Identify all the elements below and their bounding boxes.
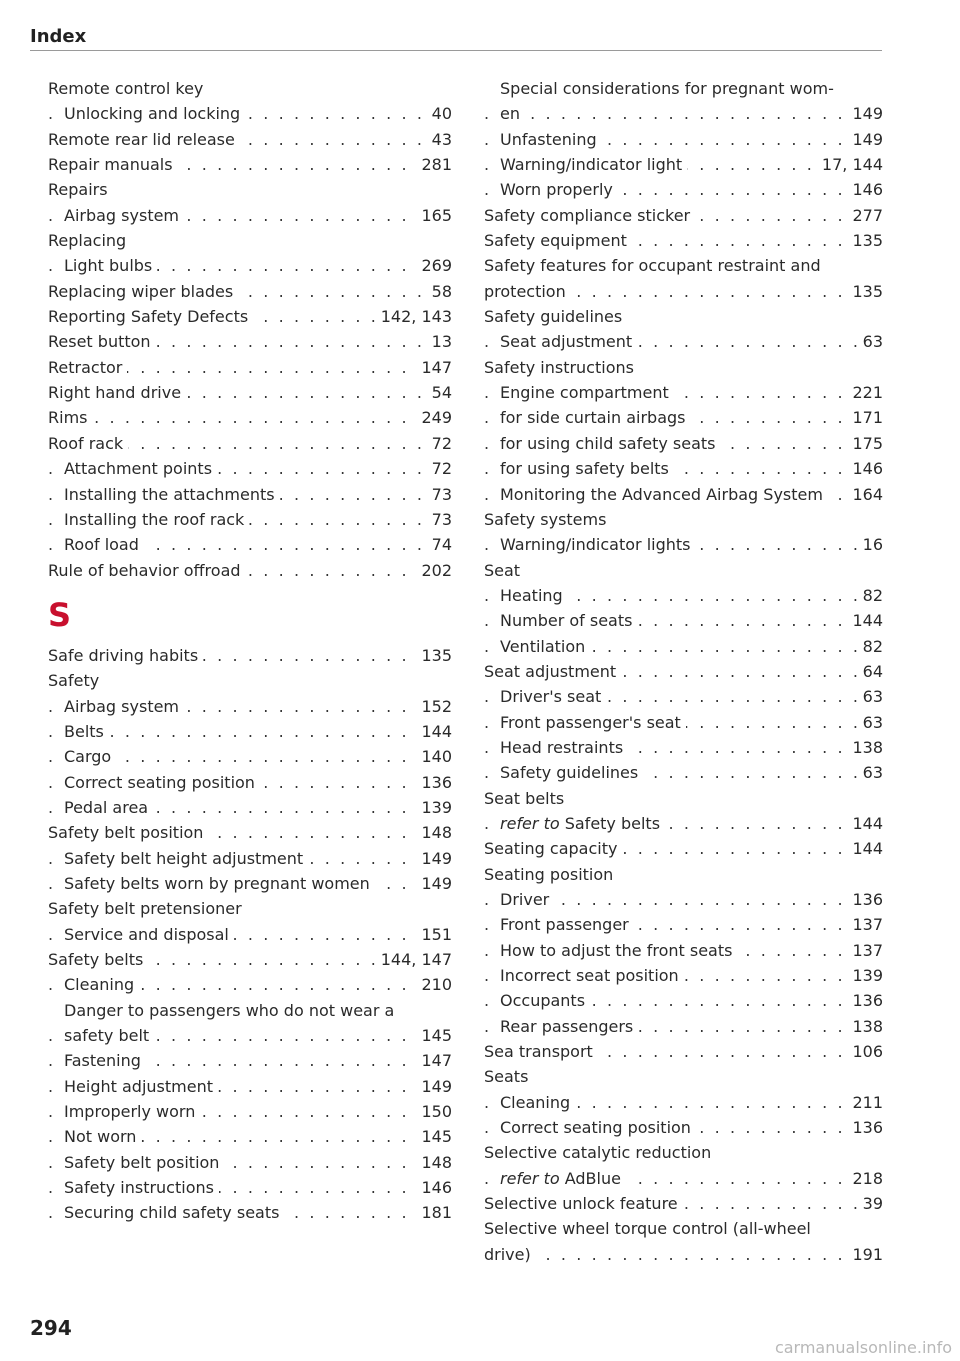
index-entry <box>484 253 883 278</box>
entry-page-ref[interactable]: 221 <box>846 380 883 405</box>
index-subentry <box>48 972 452 997</box>
index-subentry <box>484 735 883 760</box>
entry-term: Unfastening <box>500 130 602 149</box>
entry-term: Repairs <box>48 180 113 199</box>
entry-page-ref[interactable]: 144 <box>846 608 883 633</box>
entry-term <box>500 814 665 833</box>
entry-page-ref[interactable]: 269 <box>415 253 452 278</box>
index-subentry <box>484 912 883 937</box>
index-subentry <box>484 887 883 912</box>
index-subentry <box>484 634 883 659</box>
entry-term: Roof load <box>64 535 144 554</box>
entry-page-ref[interactable]: 144 <box>415 719 452 744</box>
entry-term: en <box>500 104 525 123</box>
entry-page-ref[interactable]: 149 <box>415 871 452 896</box>
entry-term: Worn properly <box>500 180 618 199</box>
entry-term: Monitoring the Advanced Airbag System <box>500 485 828 504</box>
entry-term: for using child safety seats <box>500 434 721 453</box>
index-subentry <box>48 719 452 744</box>
entry-term: Cleaning <box>500 1093 575 1112</box>
entry-page-ref[interactable]: 138 <box>846 1014 883 1039</box>
entry-term: Safety equipment <box>484 231 632 250</box>
entry-term: Installing the attachments <box>64 485 280 504</box>
entry-term: Warning/indicator light <box>500 155 687 174</box>
entry-page-ref[interactable]: 63 <box>857 710 883 735</box>
entry-page-ref[interactable]: 218 <box>846 1166 883 1191</box>
entry-term: Right hand drive <box>48 383 186 402</box>
entry-term: Ventilation <box>500 637 590 656</box>
entry-term: Service and disposal <box>64 925 234 944</box>
entry-term: Reporting Safety Defects <box>48 307 253 326</box>
index-subentry <box>484 152 883 177</box>
index-entry <box>48 405 452 430</box>
entry-term: Front passenger <box>500 915 634 934</box>
index-subentry <box>48 253 452 278</box>
index-subentry <box>484 760 883 785</box>
entry-page-ref[interactable]: 73 <box>426 507 452 532</box>
entry-term: Seating capacity <box>484 839 622 858</box>
entry-term: Engine compartment <box>500 383 674 402</box>
index-column-left <box>48 76 452 1226</box>
entry-term: Height adjustment <box>64 1077 218 1096</box>
index-entry <box>484 304 883 329</box>
entry-term: Safety compliance sticker <box>484 206 695 225</box>
index-subentry <box>48 532 452 557</box>
entry-page-ref[interactable]: 145 <box>415 1023 452 1048</box>
index-subentry <box>48 846 452 871</box>
index-entry <box>484 507 883 532</box>
entry-page-ref[interactable]: 139 <box>415 795 452 820</box>
index-entry <box>48 820 452 845</box>
entry-page-ref[interactable]: 135 <box>846 228 883 253</box>
entry-page-ref[interactable]: 64 <box>857 659 883 684</box>
entry-term: Seat adjustment <box>500 332 637 351</box>
entry-page-ref[interactable]: 164 <box>846 482 883 507</box>
entry-term: protection <box>484 282 571 301</box>
entry-page-ref[interactable]: 146 <box>415 1175 452 1200</box>
entry-term: for side curtain airbags <box>500 408 691 427</box>
index-subentry <box>48 770 452 795</box>
entry-term: Safety belt position <box>64 1153 224 1172</box>
index-subentry <box>484 608 883 633</box>
index-subentry <box>484 963 883 988</box>
entry-term: Seat adjustment <box>484 662 621 681</box>
entry-term: Safety <box>48 671 104 690</box>
entry-page-ref[interactable]: 144, 147 <box>375 947 452 972</box>
entry-term: Safety belt pretensioner <box>48 899 247 918</box>
entry-page-ref[interactable]: 136 <box>846 887 883 912</box>
entry-term: Selective catalytic reduction <box>484 1143 716 1162</box>
index-entry <box>484 786 883 811</box>
entry-term: Repair manuals <box>48 155 178 174</box>
cross-reference: refer to <box>500 1168 560 1188</box>
index-subentry <box>484 329 883 354</box>
index-subentry <box>48 1099 452 1124</box>
entry-page-ref[interactable]: 63 <box>857 684 883 709</box>
entry-page-ref[interactable]: 16 <box>857 532 883 557</box>
entry-page-ref[interactable]: 152 <box>415 694 452 719</box>
entry-term: Seating position <box>484 865 618 884</box>
entry-page-ref[interactable]: 82 <box>857 583 883 608</box>
entry-term: Rear passengers <box>500 1017 638 1036</box>
index-subentry <box>48 795 452 820</box>
index-entry <box>48 152 452 177</box>
index-subentry <box>48 456 452 481</box>
entry-term: How to adjust the front seats <box>500 941 737 960</box>
entry-term: Safety systems <box>484 510 611 529</box>
entry-term: Seat <box>484 561 525 580</box>
entry-page-ref[interactable]: 58 <box>426 279 452 304</box>
entry-page-ref[interactable]: 149 <box>415 1074 452 1099</box>
page-number: 294 <box>30 1316 72 1340</box>
entry-term: Remote control key <box>48 79 208 98</box>
entry-page-ref[interactable]: 63 <box>857 329 883 354</box>
entry-page-ref[interactable]: 13 <box>426 329 452 354</box>
entry-page-ref[interactable]: 211 <box>846 1090 883 1115</box>
entry-term: Correct seating position <box>64 773 260 792</box>
entry-term: Rims <box>48 408 92 427</box>
index-subentry <box>484 811 883 836</box>
entry-page-ref[interactable]: 151 <box>415 922 452 947</box>
entry-page-ref[interactable]: 136 <box>846 1115 883 1140</box>
entry-page-ref[interactable]: 281 <box>415 152 452 177</box>
entry-term: Belts <box>64 722 109 741</box>
index-subentry <box>484 127 883 152</box>
index-subentry <box>484 710 883 735</box>
entry-term: Light bulbs <box>64 256 157 275</box>
entry-term: Roof rack <box>48 434 128 453</box>
index-subentry <box>484 938 883 963</box>
entry-term: Safety belt height adjustment <box>64 849 308 868</box>
entry-term-text: AdBlue <box>564 1168 621 1188</box>
index-entry <box>484 1039 883 1064</box>
entry-page-ref[interactable]: 74 <box>426 532 452 557</box>
index-entry <box>48 668 452 693</box>
index-subentry <box>48 1200 452 1225</box>
entry-term: Selective unlock feature <box>484 1194 683 1213</box>
entry-term: Sea transport <box>484 1042 598 1061</box>
entry-term: Heating <box>500 586 568 605</box>
index-subentry <box>48 482 452 507</box>
entry-page-ref[interactable]: 175 <box>846 431 883 456</box>
entry-term: Danger to passengers who do not wear a <box>64 1001 399 1020</box>
index-entry <box>484 1064 883 1089</box>
header-divider <box>30 50 882 51</box>
entry-term-text: Safety belts <box>564 813 661 833</box>
index-subentry <box>484 1166 883 1191</box>
entry-term: Warning/indicator lights <box>500 535 695 554</box>
index-subentry <box>484 405 883 430</box>
entry-page-ref[interactable]: 144 <box>846 836 883 861</box>
entry-page-ref[interactable]: 82 <box>857 634 883 659</box>
index-subentry <box>484 1115 883 1140</box>
index-subentry <box>484 177 883 202</box>
index-entry <box>48 431 452 456</box>
index-entry <box>48 127 452 152</box>
entry-term: Remote rear lid release <box>48 130 240 149</box>
index-subentry <box>48 1150 452 1175</box>
entry-term: Airbag system <box>64 697 184 716</box>
index-subentry <box>48 1124 452 1149</box>
entry-page-ref[interactable]: 73 <box>426 482 452 507</box>
entry-term: Pedal area <box>64 798 153 817</box>
entry-term: Fastening <box>64 1051 146 1070</box>
index-subentry <box>484 76 883 101</box>
index-subentry <box>48 101 452 126</box>
entry-term: Front passenger's seat <box>500 713 686 732</box>
index-subentry <box>48 871 452 896</box>
index-entry <box>48 643 452 668</box>
index-entry <box>484 836 883 861</box>
index-entry <box>48 304 452 329</box>
index-entry <box>484 279 883 304</box>
entry-term: Correct seating position <box>500 1118 696 1137</box>
index-subentry <box>484 583 883 608</box>
index-subentry <box>48 1048 452 1073</box>
entry-term: Safety belts <box>48 950 148 969</box>
entry-term: Safety guidelines <box>484 307 627 326</box>
entry-term: Selective wheel torque control (all-wheel <box>484 1219 816 1238</box>
entry-page-ref[interactable]: 148 <box>415 1150 452 1175</box>
entry-term: Driver <box>500 890 554 909</box>
entry-page-ref[interactable]: 171 <box>846 405 883 430</box>
entry-page-ref[interactable]: 40 <box>426 101 452 126</box>
index-column-right <box>484 76 883 1267</box>
index-subentry <box>484 101 883 126</box>
entry-term: drive) <box>484 1245 536 1264</box>
entry-page-ref[interactable]: 249 <box>415 405 452 430</box>
entry-term: Unlocking and locking <box>64 104 245 123</box>
index-subentry <box>484 1090 883 1115</box>
index-entry <box>48 228 452 253</box>
index-subentry <box>484 988 883 1013</box>
entry-term: Number of seats <box>500 611 637 630</box>
entry-page-ref[interactable]: 149 <box>415 846 452 871</box>
index-subentry <box>484 1014 883 1039</box>
entry-term: safety belt <box>64 1026 154 1045</box>
entry-page-ref[interactable]: 147 <box>415 1048 452 1073</box>
index-subentry <box>484 532 883 557</box>
index-subentry <box>484 380 883 405</box>
entry-page-ref[interactable]: 135 <box>846 279 883 304</box>
index-subentry <box>484 456 883 481</box>
entry-page-ref[interactable]: 191 <box>846 1242 883 1267</box>
entry-page-ref[interactable]: 277 <box>846 203 883 228</box>
entry-page-ref[interactable]: 137 <box>846 938 883 963</box>
entry-term: Retractor <box>48 358 127 377</box>
entry-page-ref[interactable]: 72 <box>426 456 452 481</box>
entry-term: Occupants <box>500 991 590 1010</box>
entry-page-ref[interactable]: 136 <box>846 988 883 1013</box>
index-entry <box>484 1191 883 1216</box>
index-header-title: Index <box>30 26 87 47</box>
index-subentry <box>48 1175 452 1200</box>
watermark: carmanualsonline.info <box>774 1338 952 1357</box>
entry-page-ref[interactable]: 146 <box>846 177 883 202</box>
entry-term: Seat belts <box>484 789 569 808</box>
entry-page-ref[interactable]: 63 <box>857 760 883 785</box>
entry-page-ref[interactable]: 145 <box>415 1124 452 1149</box>
entry-term: Installing the roof rack <box>64 510 249 529</box>
entry-page-ref[interactable]: 202 <box>415 558 452 583</box>
cross-reference: refer to <box>500 813 560 833</box>
entry-term: Safety features for occupant restraint and <box>484 256 826 275</box>
entry-term: Reset button <box>48 332 156 351</box>
entry-term <box>500 1169 626 1188</box>
entry-page-ref[interactable]: 150 <box>415 1099 452 1124</box>
entry-page-ref[interactable]: 149 <box>846 127 883 152</box>
index-subentry <box>48 1074 452 1099</box>
index-entry <box>484 228 883 253</box>
entry-term: Driver's seat <box>500 687 606 706</box>
index-entry <box>48 355 452 380</box>
index-entry <box>484 558 883 583</box>
entry-page-ref[interactable]: 106 <box>846 1039 883 1064</box>
entry-term: Special considerations for pregnant wom- <box>500 79 839 98</box>
index-entry <box>484 1140 883 1165</box>
entry-term: Airbag system <box>64 206 184 225</box>
entry-term: Head restraints <box>500 738 628 757</box>
entry-page-ref[interactable]: 137 <box>846 912 883 937</box>
entry-term: Securing child safety seats <box>64 1203 284 1222</box>
index-subentry <box>48 507 452 532</box>
entry-term: Cleaning <box>64 975 139 994</box>
entry-page-ref[interactable]: 181 <box>415 1200 452 1225</box>
entry-page-ref[interactable]: 54 <box>426 380 452 405</box>
entry-term: Attachment points <box>64 459 217 478</box>
entry-page-ref[interactable]: 139 <box>846 963 883 988</box>
entry-page-ref[interactable]: 72 <box>426 431 452 456</box>
entry-page-ref[interactable]: 144 <box>846 811 883 836</box>
entry-page-ref[interactable]: 149 <box>846 101 883 126</box>
entry-page-ref[interactable]: 210 <box>415 972 452 997</box>
entry-term: Safety belt position <box>48 823 208 842</box>
entry-term: Not worn <box>64 1127 141 1146</box>
entry-term: Cargo <box>64 747 116 766</box>
entry-page-ref[interactable]: 39 <box>857 1191 883 1216</box>
entry-page-ref[interactable]: 135 <box>415 643 452 668</box>
index-entry <box>484 862 883 887</box>
index-entry <box>48 76 452 101</box>
index-entry <box>484 659 883 684</box>
entry-page-ref[interactable]: 136 <box>415 770 452 795</box>
entry-page-ref[interactable]: 165 <box>415 203 452 228</box>
entry-term: Replacing <box>48 231 131 250</box>
index-subentry <box>484 431 883 456</box>
entry-term: for using safety belts <box>500 459 674 478</box>
entry-term: Improperly worn <box>64 1102 200 1121</box>
index-subentry <box>48 744 452 769</box>
entry-term: Replacing wiper blades <box>48 282 238 301</box>
index-subentry <box>484 482 883 507</box>
entry-term: Incorrect seat position <box>500 966 684 985</box>
entry-term: Seats <box>484 1067 533 1086</box>
entry-term: Safety instructions <box>484 358 639 377</box>
index-entry <box>48 947 452 972</box>
index-entry <box>484 203 883 228</box>
index-subentry <box>484 684 883 709</box>
index-subentry <box>48 694 452 719</box>
index-subentry <box>48 922 452 947</box>
entry-page-ref[interactable]: 146 <box>846 456 883 481</box>
index-entry <box>48 558 452 583</box>
index-entry <box>48 279 452 304</box>
index-entry <box>48 380 452 405</box>
index-subentry <box>48 203 452 228</box>
index-subentry <box>48 998 452 1023</box>
entry-term: Safe driving habits <box>48 646 203 665</box>
entry-page-ref[interactable]: 138 <box>846 735 883 760</box>
index-subentry <box>48 1023 452 1048</box>
index-entry <box>484 355 883 380</box>
entry-page-ref[interactable]: 17, 144 <box>816 152 883 177</box>
index-entry <box>48 329 452 354</box>
index-entry <box>48 896 452 921</box>
entry-term: Safety belts worn by pregnant women <box>64 874 375 893</box>
index-entry <box>484 1216 883 1241</box>
entry-page-ref[interactable]: 43 <box>426 127 452 152</box>
section-letter: S <box>48 595 72 634</box>
entry-term: Safety instructions <box>64 1178 219 1197</box>
index-entry <box>48 177 452 202</box>
entry-page-ref[interactable]: 148 <box>415 820 452 845</box>
entry-term: Safety guidelines <box>500 763 643 782</box>
entry-page-ref[interactable]: 147 <box>415 355 452 380</box>
entry-page-ref[interactable]: 142, 143 <box>375 304 452 329</box>
entry-page-ref[interactable]: 140 <box>415 744 452 769</box>
index-entry <box>484 1242 883 1267</box>
entry-term: Rule of behavior offroad <box>48 561 246 580</box>
